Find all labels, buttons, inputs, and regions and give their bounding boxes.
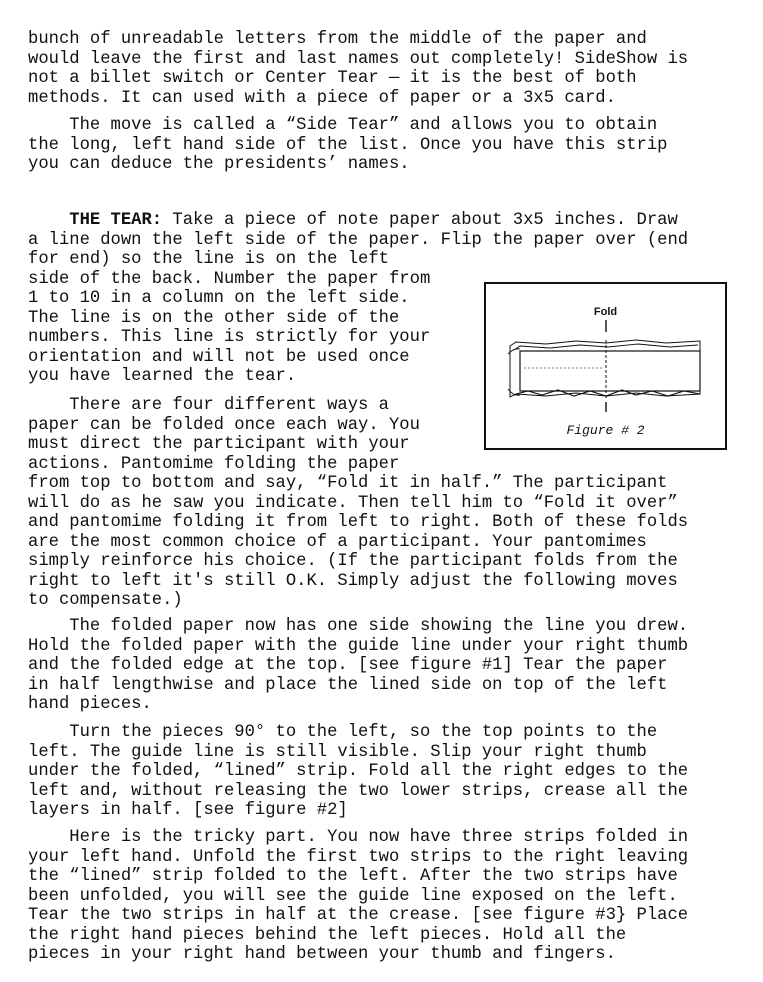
text-line: Here is the tricky part. You now have three strips folded in	[28, 828, 689, 847]
text-line: must direct the participant with your	[28, 435, 410, 454]
text-line: Turn the pieces 90° to the left, so the top points to the	[28, 723, 658, 742]
text-line: will do as he saw you indicate. Then tell him to “Fold it over”	[28, 493, 678, 513]
text-line: layers in half. [see figure #2]	[28, 801, 348, 820]
text-line: pieces in your right hand between your thumb and fingers.	[28, 945, 616, 964]
text-line: the “lined” strip folded to the left. After the two strips have	[28, 867, 678, 886]
text-line: actions. Pantomime folding the paper	[28, 454, 400, 474]
text-line: the right hand pieces behind the left pieces. Hold all the	[28, 925, 627, 945]
text-line: left. The guide line is still visible. Slip your right thumb	[28, 742, 647, 762]
text-line: and the folded edge at the top. [see figure #1] Tear the paper	[28, 656, 668, 675]
section-heading: THE TEAR:	[69, 211, 163, 230]
text-line: The line is on the other side of the	[28, 308, 400, 328]
text-line: Hold the folded paper with the guide line under your right thumb	[28, 636, 689, 656]
text-line: the long, left hand side of the list. Once you have this strip	[28, 135, 668, 155]
text-line: you have learned the tear.	[28, 367, 297, 386]
figure-caption: Figure # 2	[566, 423, 645, 438]
text-line: not a billet switch or Center Tear — it is the best of both	[28, 69, 637, 88]
text-line: you can deduce the presidents’ names.	[28, 155, 410, 174]
text-line: paper can be folded once each way. You	[28, 415, 420, 435]
text-line: hand pieces.	[28, 695, 152, 714]
text-line: side of the back. Number the paper from	[28, 269, 431, 289]
text-line: Tear the two strips in half at the crease. [see figure #3} Place	[28, 906, 689, 925]
text-line: in half lengthwise and place the lined side on top of the left	[28, 675, 668, 695]
text-line: been unfolded, you will see the guide line exposed on the left.	[28, 886, 678, 906]
text-line: and pantomime folding it from left to right. Both of these folds	[28, 513, 689, 532]
text-line: bunch of unreadable letters from the middle of the paper and	[28, 30, 647, 49]
text-line: There are four different ways a	[28, 396, 389, 415]
text-line: your left hand. Unfold the first two strips to the right leaving	[28, 847, 689, 867]
text-line: simply reinforce his choice. (If the participant folds from the	[28, 552, 678, 571]
text-line: under the folded, “lined” strip. Fold all the right edges to the	[28, 762, 689, 781]
text-line: orientation and will not be used once	[28, 347, 410, 367]
text-line: The folded paper now has one side showing the line you drew.	[28, 617, 689, 636]
text-line: right to left it's still O.K. Simply adjust the following moves	[28, 571, 678, 591]
text-line: 1 to 10 in a column on the left side.	[28, 289, 410, 308]
text-line: a line down the left side of the paper. Flip the paper over (end	[28, 230, 689, 250]
text-line: THE TEAR: Take a piece of note paper about 3x5 inches. Draw	[69, 211, 678, 230]
text-line: would leave the first and last names out completely! SideShow is	[28, 49, 689, 69]
text-line: from top to bottom and say, “Fold it in half.” The participant	[28, 474, 668, 493]
text-line: to compensate.)	[28, 591, 183, 610]
figure-2	[484, 282, 727, 450]
text-line: methods. It can used with a piece of paper or a 3x5 card.	[28, 88, 616, 108]
text-line: for end) so the line is on the left	[28, 250, 389, 269]
text-line: The move is called a “Side Tear” and allows you to obtain	[28, 116, 658, 135]
text-line: left and, without releasing the two lower strips, crease all the	[28, 781, 689, 801]
figure-fold-label: Fold	[593, 306, 618, 318]
text-line: numbers. This line is strictly for your	[28, 328, 431, 347]
text-line: are the most common choice of a participant. Your pantomimes	[28, 532, 647, 552]
